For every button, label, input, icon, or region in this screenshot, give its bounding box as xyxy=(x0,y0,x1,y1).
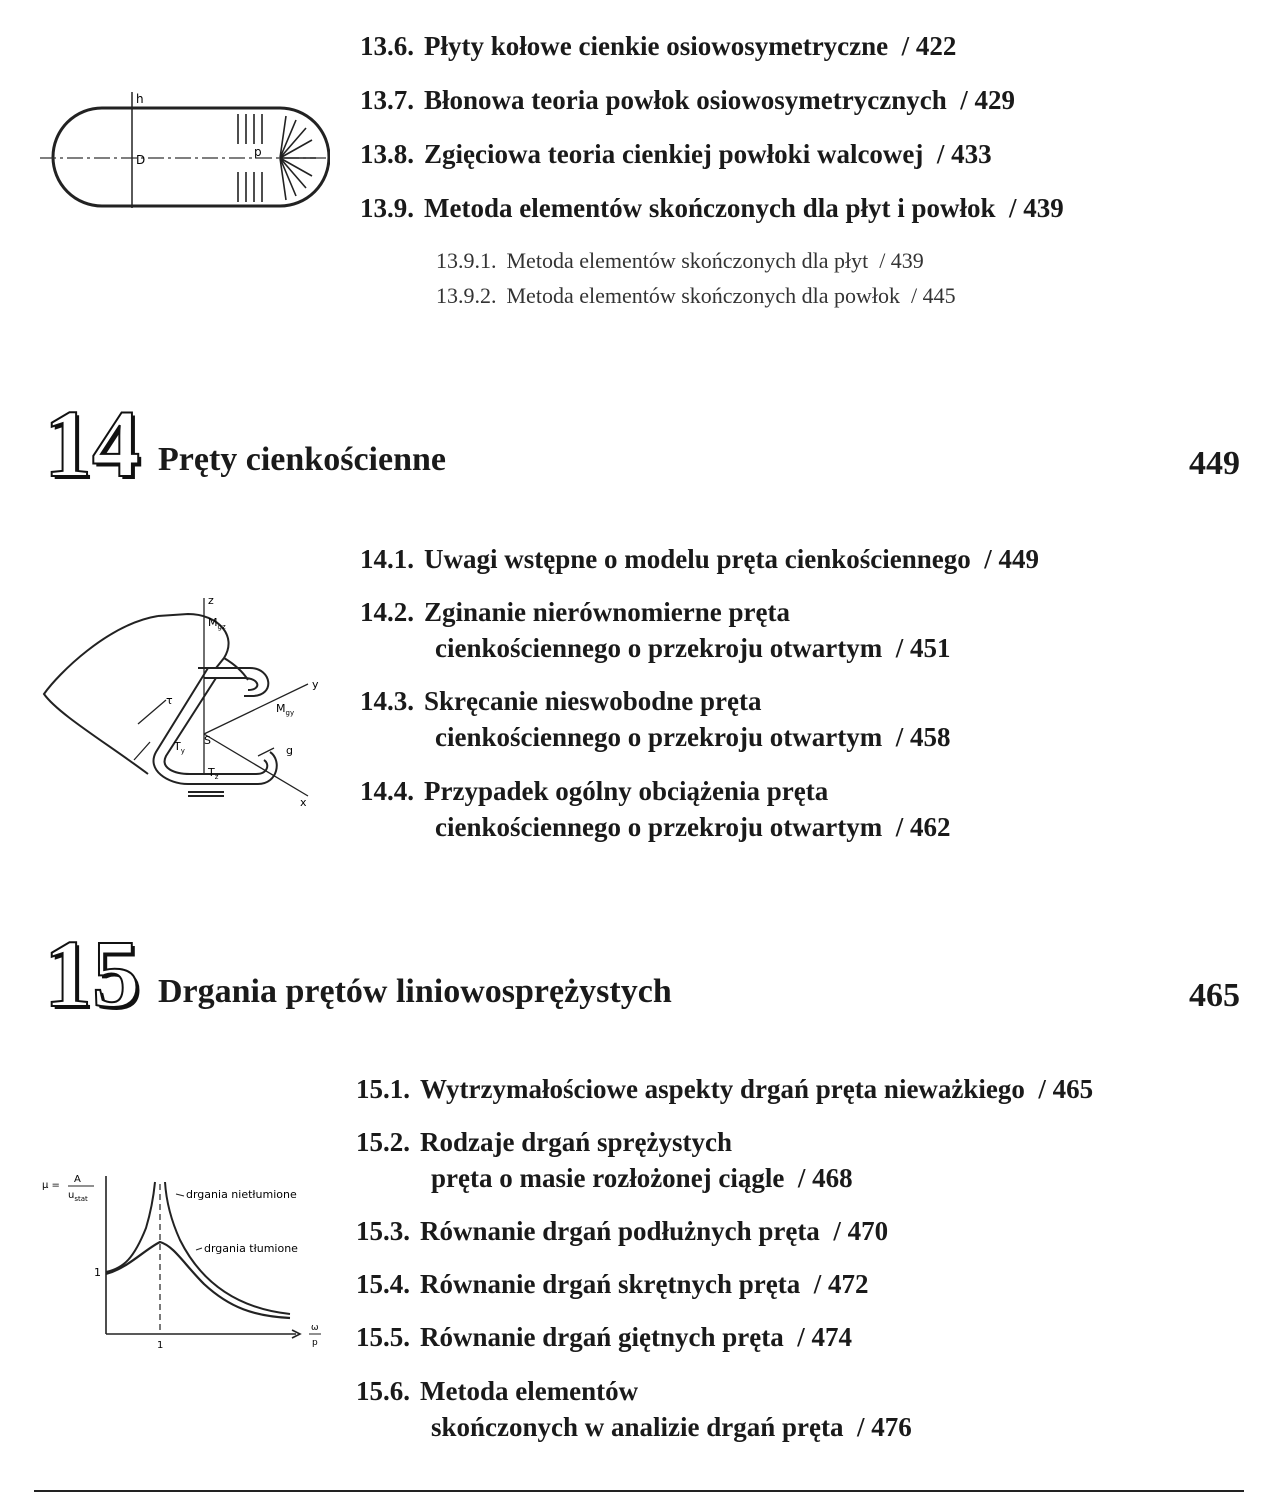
entry-title: Zgięciowa teoria cienkiej powłoki walcowej xyxy=(424,139,924,169)
entry-page: / 422 xyxy=(901,31,957,61)
toc-entry-15-5[interactable] xyxy=(356,1319,852,1355)
entry-title: Równanie drgań giętnych pręta xyxy=(420,1322,784,1352)
label-Tz: $T_z$ xyxy=(208,766,219,781)
entry-title: Błonowa teoria powłok osiowosymetrycznych xyxy=(424,85,947,115)
toc-entry-13-7[interactable] xyxy=(360,82,1015,118)
entry-title-line1: Skręcanie nieswobodne pręta xyxy=(424,686,762,716)
entry-title-line2: cienkościennego o przekroju otwartym xyxy=(435,633,883,663)
shell-vessel-figure xyxy=(40,84,330,214)
label-damped: drgania tłumione xyxy=(204,1242,298,1255)
xlabel-omega: ω xyxy=(311,1323,319,1333)
entry-title-line1: Zginanie nierównomierne pręta xyxy=(424,597,790,627)
toc-entry-15-6[interactable] xyxy=(356,1373,912,1445)
label-Ty: $T_y$ xyxy=(174,740,185,755)
toc-entry-14-1[interactable] xyxy=(360,541,1039,577)
entry-number: 15.4. xyxy=(356,1269,410,1299)
entry-page: / 458 xyxy=(895,722,951,752)
entry-title: Równanie drgań podłużnych pręta xyxy=(420,1216,820,1246)
entry-page: / 451 xyxy=(895,633,951,663)
entry-number: 14.4. xyxy=(360,776,414,806)
label-tau: τ xyxy=(166,694,173,707)
entry-page: / 462 xyxy=(895,812,951,842)
entry-page: / 465 xyxy=(1038,1074,1094,1104)
entry-number: 15.6. xyxy=(356,1376,410,1406)
label-p: p xyxy=(254,145,262,159)
label-undamped: drgania nietłumione xyxy=(186,1188,297,1201)
entry-number: 13.7. xyxy=(360,85,414,115)
label-Mgz: $M_{gz}$ xyxy=(208,616,226,631)
chapter-15-title[interactable]: Drgania prętów liniowosprężystych xyxy=(158,973,672,1010)
subentry-number: 13.9.1. xyxy=(436,248,497,273)
toc-subentry-13-9-2[interactable] xyxy=(436,281,956,311)
toc-entry-15-3[interactable] xyxy=(356,1213,888,1249)
entry-number: 15.3. xyxy=(356,1216,410,1246)
entry-page: / 429 xyxy=(960,85,1015,115)
toc-entry-15-4[interactable] xyxy=(356,1266,869,1302)
entry-number: 15.5. xyxy=(356,1322,410,1352)
entry-title: Metoda elementów skończonych dla płyt i powłok xyxy=(424,193,996,223)
label-z: z xyxy=(208,594,214,607)
entry-page: / 433 xyxy=(936,139,992,169)
ylabel-u: $u_{stat}$ xyxy=(68,1190,88,1203)
subentry-page: / 439 xyxy=(879,248,924,273)
chapter-15-page: 465 xyxy=(1189,977,1240,1014)
entry-title-line1: Metoda elementów xyxy=(420,1376,639,1406)
tick-y-1: 1 xyxy=(94,1266,101,1279)
ylabel-A: A xyxy=(74,1174,81,1185)
subentry-title: Metoda elementów skończonych dla płyt xyxy=(506,248,869,273)
entry-title: Wytrzymałościowe aspekty drgań pręta nieważkiego xyxy=(420,1074,1025,1104)
toc-entry-14-2[interactable] xyxy=(360,594,950,666)
xlabel-p: p xyxy=(312,1338,318,1348)
entry-title-line2: pręta o masie rozłożonej ciągle xyxy=(431,1163,785,1193)
entry-number: 13.9. xyxy=(360,193,414,223)
toc-entry-13-9[interactable] xyxy=(360,190,1064,226)
toc-entry-14-4[interactable] xyxy=(360,773,950,845)
entry-page: / 439 xyxy=(1009,193,1064,223)
entry-number: 13.8. xyxy=(360,139,414,169)
label-y: y xyxy=(312,678,319,691)
entry-page: / 470 xyxy=(833,1216,889,1246)
label-x: x xyxy=(300,796,307,809)
label-S: S xyxy=(204,734,211,747)
entry-title: Płyty kołowe cienkie osiowosymetryczne xyxy=(424,31,889,61)
toc-entry-13-8[interactable] xyxy=(360,136,992,172)
label-Mgy: $M_{gy}$ xyxy=(276,702,295,717)
toc-subentry-13-9-1[interactable] xyxy=(436,246,924,276)
resonance-curve-figure xyxy=(34,1168,330,1354)
entry-title-line2: cienkościennego o przekroju otwartym xyxy=(435,722,883,752)
entry-title-line1: Przypadek ogólny obciążenia pręta xyxy=(424,776,829,806)
toc-entry-15-2[interactable] xyxy=(356,1124,853,1196)
entry-page: / 474 xyxy=(797,1322,853,1352)
entry-page: / 449 xyxy=(984,544,1039,574)
toc-entry-14-3[interactable] xyxy=(360,683,950,755)
entry-number: 15.2. xyxy=(356,1127,410,1157)
chapter-14-title[interactable]: Pręty cienkościenne xyxy=(158,441,446,478)
label-D: D xyxy=(136,153,146,167)
entry-number: 14.3. xyxy=(360,686,414,716)
entry-title-line2: cienkościennego o przekroju otwartym xyxy=(435,812,883,842)
tick-x-1: 1 xyxy=(157,1340,164,1351)
entry-number: 14.1. xyxy=(360,544,414,574)
subentry-title: Metoda elementów skończonych dla powłok xyxy=(506,283,900,308)
entry-title-line1: Rodzaje drgań sprężystych xyxy=(420,1127,732,1157)
entry-title: Równanie drgań skrętnych pręta xyxy=(420,1269,801,1299)
entry-number: 14.2. xyxy=(360,597,414,627)
toc-entry-15-1[interactable] xyxy=(356,1071,1093,1107)
label-h: h xyxy=(136,92,144,106)
ylabel-mu: μ = xyxy=(42,1180,60,1191)
label-g: g xyxy=(286,744,293,757)
chapter-15-number: 15 xyxy=(44,920,140,1027)
toc-entry-13-6[interactable] xyxy=(360,28,956,64)
entry-page: / 476 xyxy=(857,1412,912,1442)
subentry-number: 13.9.2. xyxy=(436,283,497,308)
chapter-14-number: 14 xyxy=(44,390,140,497)
page-bottom-rule xyxy=(34,1490,1244,1492)
thin-walled-bar-figure xyxy=(38,584,338,814)
entry-page: / 468 xyxy=(797,1163,853,1193)
chapter-14-page: 449 xyxy=(1189,445,1240,482)
entry-title: Uwagi wstępne o modelu pręta cienkościennego xyxy=(424,544,971,574)
subentry-page: / 445 xyxy=(910,283,956,308)
entry-number: 13.6. xyxy=(360,31,414,61)
entry-page: / 472 xyxy=(813,1269,869,1299)
entry-title-line2: skończonych w analizie drgań pręta xyxy=(431,1412,844,1442)
entry-number: 15.1. xyxy=(356,1074,410,1104)
